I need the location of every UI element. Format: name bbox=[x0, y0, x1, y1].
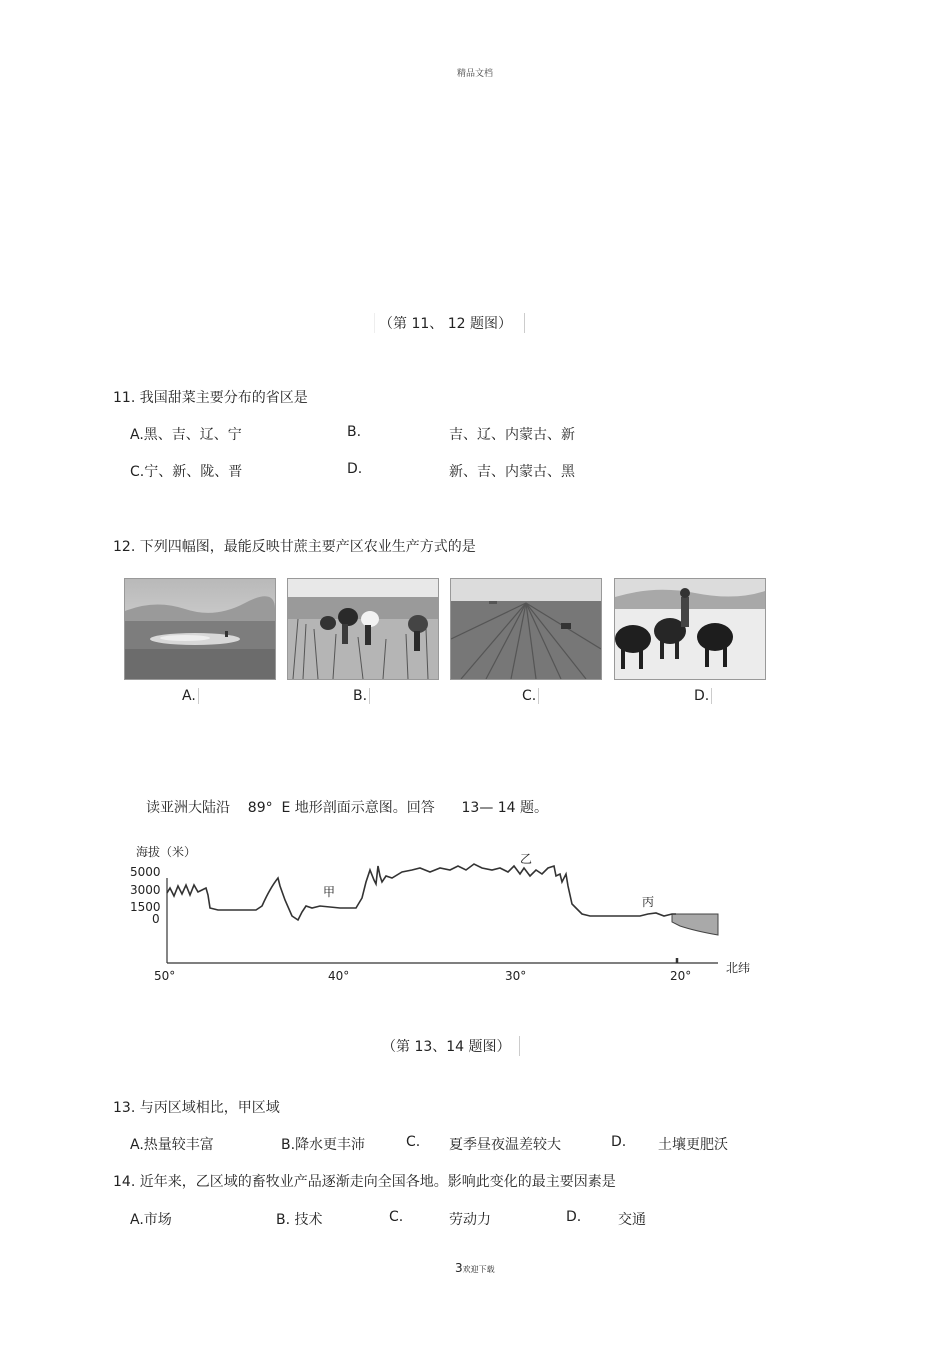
q13-option-c-letter: C. bbox=[406, 1134, 421, 1150]
q11-option-a: A.黑、吉、辽、宁 bbox=[130, 427, 242, 443]
question-14-stem: 14. 近年来，乙区域的畜牧业产品逐渐走向全国各地。影响此变化的最主要因素是 bbox=[113, 1174, 616, 1190]
y-tick-3000: 3000 bbox=[130, 883, 161, 897]
terrain-profile-figure bbox=[120, 838, 770, 983]
ocean-area bbox=[672, 914, 718, 935]
x-tick-40: 40° bbox=[328, 969, 350, 983]
q14-option-d-text: 交通 bbox=[618, 1212, 646, 1228]
q14-option-c-text: 劳动力 bbox=[449, 1212, 491, 1228]
q14-option-c-letter: C. bbox=[389, 1209, 404, 1225]
x-tick-30: 30° bbox=[505, 969, 527, 983]
x-tick-20: 20° bbox=[670, 969, 692, 983]
q11-option-d-text: 新、吉、内蒙古、黑 bbox=[449, 464, 575, 480]
q11-option-b-text: 吉、辽、内蒙古、新 bbox=[449, 427, 575, 443]
y-tick-0: 0 bbox=[152, 912, 160, 926]
yak-herding-photo bbox=[614, 578, 766, 680]
grassland-sheep-photo bbox=[124, 578, 276, 680]
q13-option-b: B.降水更丰沛 bbox=[281, 1137, 366, 1153]
page-header: 精品文档 bbox=[456, 69, 493, 79]
question-13-stem: 13. 与丙区域相比，甲区域 bbox=[113, 1100, 280, 1116]
q13-option-a: A.热量较丰富 bbox=[130, 1137, 214, 1153]
q11-option-d-letter: D. bbox=[347, 461, 363, 477]
q11-option-c: C.宁、新、陇、晋 bbox=[130, 464, 243, 480]
y-tick-5000: 5000 bbox=[130, 865, 161, 879]
question-11-stem: 11. 我国甜菜主要分布的省区是 bbox=[113, 390, 308, 406]
mechanized-field-photo bbox=[450, 578, 602, 680]
page-number: 3 bbox=[455, 1261, 463, 1275]
q14-option-b: B. 技术 bbox=[276, 1212, 323, 1228]
photo-label-b: B. bbox=[353, 688, 370, 704]
region-bing-label: 丙 bbox=[642, 895, 655, 909]
y-axis-label: 海拔（米） bbox=[136, 845, 197, 859]
section-intro: 读亚洲大陆沿 89° E 地形剖面示意图。回答 13— 14 题。 bbox=[146, 800, 549, 816]
page-footer bbox=[455, 1261, 495, 1275]
hand-harvesting-photo bbox=[287, 578, 439, 680]
q13-option-d-letter: D. bbox=[611, 1134, 627, 1150]
photo-label-a: A. bbox=[182, 688, 199, 704]
q14-option-d-letter: D. bbox=[566, 1209, 582, 1225]
region-yi-label: 乙 bbox=[520, 852, 533, 866]
terrain-profile-line bbox=[167, 864, 676, 920]
q14-option-a: A.市场 bbox=[130, 1212, 172, 1228]
photo-label-d: D. bbox=[694, 688, 712, 704]
y-tick-1500: 1500 bbox=[130, 900, 161, 914]
x-tick-50: 50° bbox=[154, 969, 176, 983]
x-axis-unit: 北纬 bbox=[726, 961, 751, 975]
q13-option-c-text: 夏季昼夜温差较大 bbox=[449, 1137, 561, 1153]
region-jia-label: 甲 bbox=[323, 885, 336, 899]
question-12-stem: 12. 下列四幅图，最能反映甘蔗主要产区农业生产方式的是 bbox=[113, 539, 476, 555]
figure-caption-11-12: （第 11、 12 题图） bbox=[374, 313, 525, 333]
q13-option-d-text: 土壤更肥沃 bbox=[658, 1137, 728, 1153]
q11-option-b-letter: B. bbox=[347, 424, 362, 440]
footer-note: 欢迎下载 bbox=[462, 1265, 495, 1274]
photo-label-c: C. bbox=[522, 688, 539, 704]
figure-caption-13-14: （第 13、14 题图） bbox=[378, 1036, 520, 1056]
